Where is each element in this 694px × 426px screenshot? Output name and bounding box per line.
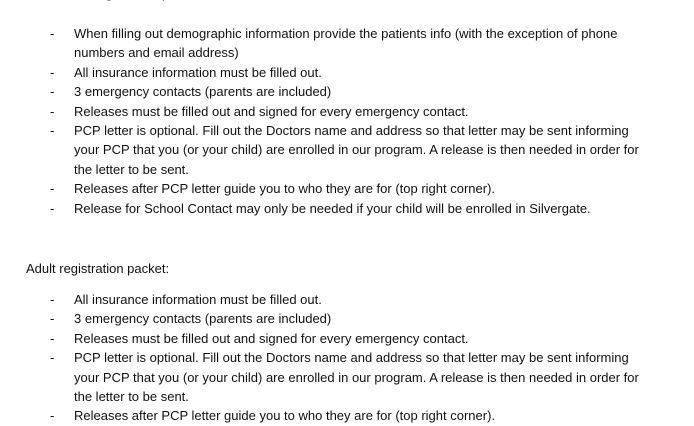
adult-instruction-item: - All insurance information must be filled out. <box>0 290 646 309</box>
adult-instruction-item: - Releases must be filled out and signed for every emergency contact. <box>0 329 646 348</box>
adolescent-instruction-item: - 3 emergency contacts (parents are included) <box>0 82 646 101</box>
adolescent-instruction-item: - Releases after PCP letter guide you to who they are for (top right corner). <box>0 179 646 198</box>
adult-instructions-list <box>0 290 694 426</box>
adolescent-instruction-item: - All insurance information must be filled out. <box>0 63 646 82</box>
adolescent-instructions-list <box>0 24 694 218</box>
adolescent-instruction-item: - PCP letter is optional. Fill out the Doctors name and address so that letter may be sent informing your PCP that you (or your child) are enrolled in our program. A release is then needed in order for the letter to be sent. <box>0 121 646 179</box>
adolescent-instruction-item: - Releases must be filled out and signed for every emergency contact. <box>0 102 646 121</box>
adult-section <box>0 259 694 426</box>
adolescent-heading <box>0 0 694 3</box>
adult-instruction-item: - Releases after PCP letter guide you to who they are for (top right corner). <box>0 406 646 425</box>
adult-instruction-item: - PCP letter is optional. Fill out the Doctors name and address so that letter may be sent informing your PCP that you (or your child) are enrolled in our program. A release is then needed in order for the letter to be sent. <box>0 348 646 406</box>
adult-heading: Adult registration packet: <box>26 261 170 276</box>
adult-instruction-item: - 3 emergency contacts (parents are included) <box>0 309 646 328</box>
adolescent-instruction-item: - Release for School Contact may only be needed if your child will be enrolled in Silvergate. <box>0 199 646 218</box>
adolescent-instruction-item: - When filling out demographic information provide the patients info (with the exception of phone numbers and email address) <box>0 24 646 63</box>
